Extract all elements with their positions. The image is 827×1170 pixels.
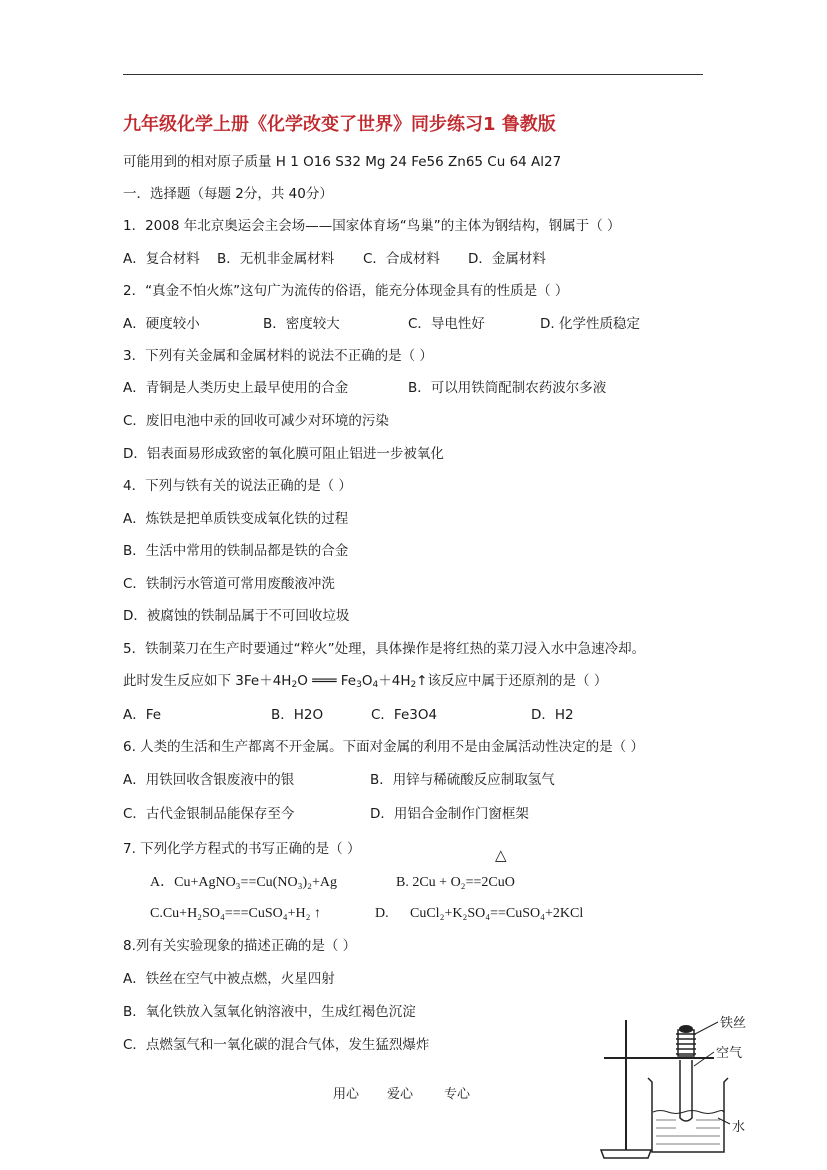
q5-option-c: C．Fe3O4 [371,707,438,723]
q6-option-d: D．用铝合金制作门窗框架 [370,806,529,822]
atomic-mass-line: 可能用到的相对原子质量 H 1 O16 S32 Mg 24 Fe56 Zn65 Cu 64 Al27 [123,154,562,170]
q1-option-d: D．金属材料 [468,251,546,267]
q3-option-a: A．青铜是人类历史上最早使用的合金 [123,380,349,396]
q8-stem: 8.列有关实验现象的描述正确的是（ ） [123,938,357,954]
q8-option-c: C．点燃氢气和一氧化碳的混合气体，发生猛烈爆炸 [123,1037,430,1053]
q2-stem: 2．“真金不怕火炼”这句广为流传的俗语，能充分体现金具有的性质是（ ） [123,283,569,299]
iron-wire-experiment-figure [596,1000,766,1169]
q7-option-b: B. 2Cu + O₂==2CuO [396,875,515,890]
heat-triangle-symbol: △ [495,846,507,864]
footer-text-1: 用心 [333,1087,360,1102]
q3-option-d: D．铝表面易形成致密的氧化膜可阻止铝进一步被氧化 [123,446,444,462]
q7-stem: 7. 下列化学方程式的书写正确的是（ ） [123,841,361,857]
q7-option-a: A．Cu+AgNO₃==Cu(NO₃)₂+Ag [150,875,337,890]
q6-option-b: B．用锌与稀硫酸反应制取氢气 [370,772,555,788]
q5-eq-part2: O ═══ Fe [297,673,357,689]
q4-option-d: D．被腐蚀的铁制品属于不可回收垃圾 [123,608,350,624]
q1-option-c: C．合成材料 [363,251,440,267]
q5-option-a: A．Fe [123,707,162,723]
q4-option-b: B．生活中常用的铁制品都是铁的合金 [123,543,349,559]
q7-option-d: CuCl₂+K₂SO₄==CuSO₄+2KCl [410,906,584,921]
q5-equation-line: 此时发生反应如下 $3Fe+4H_2O$ ═══ $Fe_3O_4+4H_2↑$该反应中属于还原剂的是（ ） [123,673,608,690]
q7-option-d-label: D. [375,906,389,921]
q5-option-d: D．H2 [531,707,574,723]
figure-label-water: 水 [732,1120,746,1135]
q6-option-a: A．用铁回收含银废液中的银 [123,772,295,788]
q5-stem: 5．铁制菜刀在生产时要通过“粹火”处理，具体操作是将红热的菜刀浸入水中急速冷却。 [123,641,646,657]
q3-stem: 3．下列有关金属和金属材料的说法不正确的是（ ） [123,348,433,364]
figure-label-iron-wire: 铁丝 [720,1016,747,1031]
q5-eq-part1: 此时发生反应如下 3Fe＋4H [123,673,292,689]
q2-option-a: A．硬度较小 [123,316,200,332]
q1-stem: 1．2008 年北京奥运会主会场——国家体育场“鸟巢”的主体为钢结构，钢属于（ ） [123,218,621,234]
q2-option-c: C．导电性好 [408,316,485,332]
q3-option-b: B．可以用铁筒配制农药波尔多液 [408,380,607,396]
q2-option-d: D. 化学性质稳定 [540,316,640,332]
q8-option-a: A．铁丝在空气中被点燃，火星四射 [123,971,335,987]
q4-option-a: A．炼铁是把单质铁变成氧化铁的过程 [123,511,349,527]
q7-option-c: C.Cu+H₂SO₄===CuSO₄+H₂ ↑ [150,906,322,921]
section-heading: 一．选择题（每题 2分，共 40分） [123,186,333,202]
q1-option-a: A．复合材料 [123,251,200,267]
q5-eq-part3: ↑该反应中属于还原剂的是（ ） [416,673,608,689]
q5-option-b: B．H2O [271,707,324,723]
q6-stem: 6. 人类的生活和生产都离不开金属。下面对金属的利用不是由金属活动性决定的是（ ） [123,739,644,755]
q1-option-b: B．无机非金属材料 [217,251,335,267]
footer-text-2: 爱心 [387,1087,414,1102]
q4-option-c: C．铁制污水管道可常用废酸液冲洗 [123,576,335,592]
footer-text-3: 专心 [444,1087,471,1102]
q3-option-c: C．废旧电池中汞的回收可减少对环境的污染 [123,413,389,429]
q6-option-c: C．古代金银制品能保存至今 [123,806,295,822]
header-rule [123,74,703,75]
q8-option-b: B．氧化铁放入氢氧化钠溶液中，生成红褐色沉淀 [123,1004,416,1020]
figure-label-air: 空气 [716,1046,743,1061]
q2-option-b: B．密度较大 [263,316,340,332]
page-title: 九年级化学上册《化学改变了世界》同步练习1 鲁教版 [123,114,556,135]
q4-stem: 4．下列与铁有关的说法正确的是（ ） [123,478,352,494]
